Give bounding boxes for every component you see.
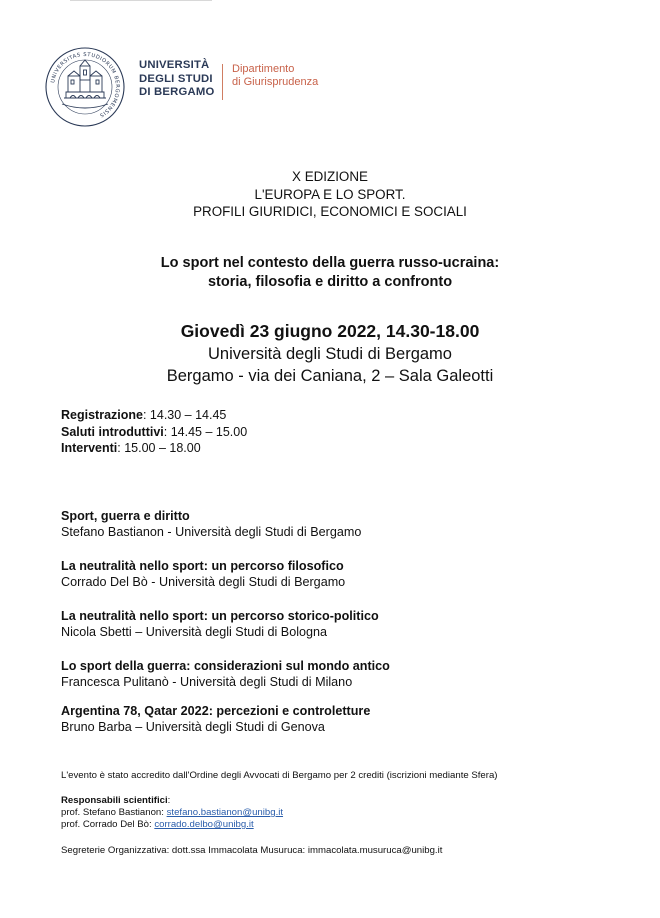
university-name-line-1: UNIVERSITÀ xyxy=(139,59,210,71)
lead-name: prof. Stefano Bastianon: xyxy=(61,807,167,818)
university-name xyxy=(139,59,229,100)
schedule-label: Interventi xyxy=(61,441,118,455)
schedule-time: : 14.30 – 14.45 xyxy=(142,408,227,422)
subtitle-line-1: Lo sport nel contesto della guerra russo-ucraina: xyxy=(160,255,500,271)
event-place-line-1: Università degli Studi di Bergamo xyxy=(208,345,452,363)
accreditation-note: L'evento è stato accredito dall'Ordine degli Avvocati di Bergamo per 2 crediti (iscrizioni mediante Sfera) xyxy=(61,770,498,781)
talk-title: La neutralità nello sport: un percorso filosofico xyxy=(61,559,344,573)
organizing-secretariat: Segreterie Organizzativa: dott.ssa Immacolata Musuruca: immacolata.musuruca@unibg.it xyxy=(61,845,443,856)
talk-item xyxy=(61,558,641,590)
talk-speaker: Corrado Del Bò - Università degli Studi di Bergamo xyxy=(61,575,346,589)
schedule-row xyxy=(61,424,247,441)
schedule-label: Registrazione xyxy=(61,408,143,422)
edition-heading xyxy=(0,168,660,221)
event-place xyxy=(0,343,660,387)
schedule-time: : 14.45 – 15.00 xyxy=(163,424,248,439)
scientific-leads xyxy=(61,795,641,831)
event-place-line-2: Bergamo - via dei Caniana, 2 – Sala Galeotti xyxy=(166,367,494,385)
top-rule xyxy=(70,0,212,1)
edition-line-2: L'EUROPA E LO SPORT. xyxy=(254,186,406,202)
university-name-line-2: DEGLI STUDI xyxy=(139,72,213,85)
talk-item xyxy=(61,658,641,690)
lead-email-link[interactable]: stefano.bastianon@unibg.it xyxy=(166,807,284,818)
schedule xyxy=(61,407,247,457)
lead-email-link[interactable]: corrado.delbo@unibg.it xyxy=(154,819,254,830)
scientific-leads-label: Responsabili scientifici xyxy=(61,795,168,806)
department-name-line-1: Dipartimento xyxy=(232,63,295,75)
schedule-label: Saluti introduttivi xyxy=(61,424,164,439)
talk-item xyxy=(61,608,641,640)
talk-title: La neutralità nello sport: un percorso storico-politico xyxy=(61,609,379,623)
schedule-time: : 15.00 – 18.00 xyxy=(117,441,201,455)
department-name-line-2: di Giurisprudenza xyxy=(232,76,319,88)
lead-name: prof. Corrado Del Bò: xyxy=(61,819,155,830)
talk-item xyxy=(61,703,641,735)
university-seal-logo xyxy=(44,46,126,128)
scientific-leads-colon: : xyxy=(167,795,171,806)
talk-title: Sport, guerra e diritto xyxy=(61,509,190,523)
seal-text: UNIVERSITAS STUDIORUM BERGOMENSIS xyxy=(50,51,121,119)
event-date-time: Giovedì 23 giugno 2022, 14.30-18.00 xyxy=(180,321,480,341)
talk-title: Lo sport della guerra: considerazioni sul mondo antico xyxy=(61,659,390,673)
subtitle-line-2: storia, filosofia e diritto a confronto xyxy=(207,274,453,290)
talk-speaker: Stefano Bastianon - Università degli Studi di Bergamo xyxy=(61,525,362,539)
talk-title: Argentina 78, Qatar 2022: percezioni e controletture xyxy=(61,704,371,718)
edition-line-1: X EDIZIONE xyxy=(292,169,368,184)
university-name-line-3: DI BERGAMO xyxy=(139,86,215,99)
scientific-lead-row xyxy=(61,819,641,831)
talk-speaker: Bruno Barba – Università degli Studi di Genova xyxy=(61,720,325,734)
schedule-row xyxy=(61,407,247,424)
event-subtitle xyxy=(0,254,660,292)
scientific-lead-row xyxy=(61,807,641,819)
schedule-row xyxy=(61,440,247,457)
talk-speaker: Francesca Pulitanò - Università degli Studi di Milano xyxy=(61,675,353,689)
talk-item xyxy=(61,508,641,540)
department-name xyxy=(232,63,318,89)
edition-line-3: PROFILI GIURIDICI, ECONOMICI E SOCIALI xyxy=(193,204,467,219)
logo-separator xyxy=(222,64,223,100)
scientific-leads-heading xyxy=(61,795,641,807)
talk-speaker: Nicola Sbetti – Università degli Studi di Bologna xyxy=(61,625,328,639)
